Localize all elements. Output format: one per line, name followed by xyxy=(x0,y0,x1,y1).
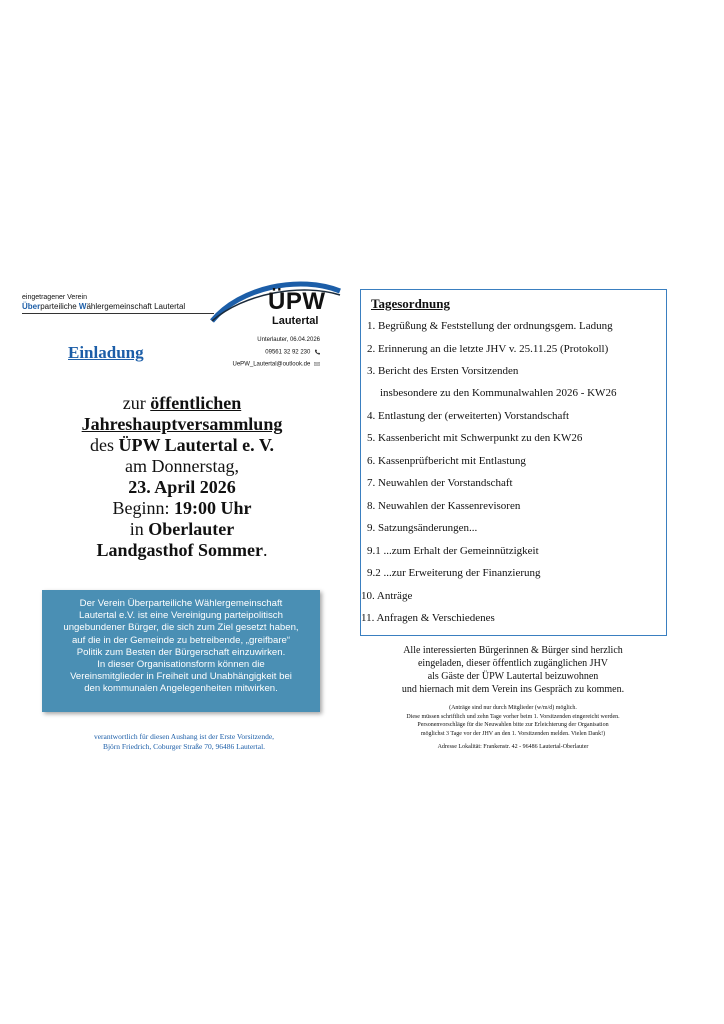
note-line: Personenvorschläge für die Neuwahlen bitte zur Erleichterung der Organisation xyxy=(417,722,609,728)
agenda-item: 6. Kassenprüfbericht mit Entlastung xyxy=(367,455,526,467)
agenda-item: 9.1 ...zum Erhalt der Gemeinnützigkeit xyxy=(367,545,539,557)
responsible-note xyxy=(40,732,328,752)
invitation-line-2: Jahreshauptversammlung xyxy=(81,414,283,434)
assoc-part: ählergemeinschaft Lautertal xyxy=(86,302,186,311)
text-segment: . xyxy=(263,540,268,560)
invitation-line-7 xyxy=(44,519,320,540)
agenda-item: 11. Anfragen & Verschiedenes xyxy=(361,612,495,624)
agenda-item: 9. Satzungsänderungen... xyxy=(367,522,478,534)
about-line: den kommunalen Angelegenheiten mitwirken. xyxy=(84,683,278,695)
invite-line: und hiernach mit dem Verein ins Gespräch zu kommen. xyxy=(401,684,625,695)
text-segment: Beginn: xyxy=(112,498,174,518)
invite-text xyxy=(352,644,674,696)
venue-address: Adresse Lokalität: Frankenstr. 42 - 96486 Lautertal-Oberlauter xyxy=(437,744,589,750)
agenda-item: 8. Neuwahlen der Kassenrevisoren xyxy=(367,500,521,512)
text-segment-emphasis: ÜPW Lautertal e. V. xyxy=(118,435,274,455)
responsible-line: Björn Friedrich, Coburger Straße 70, 96486 Lautertal. xyxy=(102,742,266,751)
invitation-body xyxy=(44,393,320,561)
about-line: Der Verein Überparteiliche Wählergemeinschaft xyxy=(79,598,283,609)
text-segment-emphasis: Oberlauter xyxy=(148,519,235,539)
invitation-line-3 xyxy=(44,435,320,456)
invitation-line-4: am Donnerstag, xyxy=(125,456,239,476)
invitation-line-1 xyxy=(44,393,320,414)
agenda-item: 3. Bericht des Ersten Vorsitzenden xyxy=(367,365,519,377)
agenda-item: insbesondere zu den Kommunalwahlen 2026 - KW26 xyxy=(380,387,617,399)
motions-note xyxy=(352,704,674,738)
about-line: In dieser Organisationsform können die xyxy=(97,659,265,671)
phone-number: 09561 32 92 230 xyxy=(265,349,311,356)
phone-icon xyxy=(314,349,320,355)
about-box xyxy=(42,590,320,712)
agenda-title: Tagesordnung xyxy=(371,296,450,311)
logo-subtitle: Lautertal xyxy=(272,315,319,327)
divider xyxy=(22,313,214,314)
about-line: ungebundener Bürger, die sich zum Ziel gesetzt haben, xyxy=(63,622,299,634)
invite-line: Alle interessierten Bürgerinnen & Bürger sind herzlich xyxy=(403,645,623,656)
agenda-item: 10. Anträge xyxy=(361,590,413,602)
agenda-item: 1. Begrüßung & Feststellung der ordnungsgem. Ladung xyxy=(367,320,613,332)
about-line: auf die in der Gemeinde zu betreibende, „greifbare“ xyxy=(71,634,291,646)
assoc-part: W xyxy=(78,302,87,311)
invitation-line-6 xyxy=(44,498,320,519)
text-segment: des xyxy=(90,435,119,455)
registered-label: eingetragener Verein xyxy=(22,294,87,301)
invite-line: eingeladen, dieser öffentlich zugänglichen JHV xyxy=(417,658,609,669)
agenda-item: 2. Erinnerung an die letzte JHV v. 25.11.25 (Protokoll) xyxy=(367,343,609,355)
email-address: UePW_Lautertal@outlook.de xyxy=(232,361,311,368)
logo-title: ÜPW xyxy=(268,288,326,315)
note-line: Diese müssen schriftlich und zehn Tage vorher beim 1. Vorsitzenden eingereicht werden. xyxy=(406,713,620,720)
assoc-part: Über xyxy=(22,302,41,311)
agenda-item: 4. Entlastung der (erweiterten) Vorstandschaft xyxy=(367,410,570,422)
assoc-part: parteiliche xyxy=(40,302,79,311)
text-segment-emphasis: öffentlichen xyxy=(150,393,242,413)
invitation-line-8 xyxy=(44,540,320,561)
invitation-line-5: 23. April 2026 xyxy=(128,477,236,497)
about-line: Politik zum Besten der Bürgerschaft einzuwirken. xyxy=(76,646,286,658)
text-segment: zur xyxy=(122,393,151,413)
agenda-item: 7. Neuwahlen der Vorstandschaft xyxy=(367,477,513,489)
note-line: möglichst 3 Tage vor der JHV an den 1. Vorsitzenden melden. Vielen Dank!) xyxy=(420,730,606,737)
association-name xyxy=(22,302,185,311)
text-segment-emphasis: 19:00 Uhr xyxy=(174,498,252,518)
note-line: (Anträge sind nur durch Mitglieder (w/m/d) möglich. xyxy=(449,705,577,711)
about-line: Vereinsmitglieder in Freiheit und Unabhängigkeit bei xyxy=(70,671,292,683)
text-segment-emphasis: Landgasthof Sommer xyxy=(96,540,263,560)
about-line: Lautertal e.V. ist eine Vereinigung parteipolitisch xyxy=(79,610,283,622)
invitation-heading: Einladung xyxy=(68,343,144,362)
phone-line xyxy=(265,349,320,356)
text-segment: in xyxy=(129,519,149,539)
invite-line: als Gäste der ÜPW Lautertal beizuwohnen xyxy=(427,671,599,682)
place-date: Unterlauter, 06.04.2026 xyxy=(257,337,320,343)
email-line xyxy=(233,361,320,368)
agenda-item: 9.2 ...zur Erweiterung der Finanzierung xyxy=(367,567,541,579)
responsible-line: verantwortlich für diesen Aushang ist der Erste Vorsitzende, xyxy=(93,732,275,741)
mail-icon xyxy=(314,361,320,367)
agenda-item: 5. Kassenbericht mit Schwerpunkt zu den KW26 xyxy=(367,432,583,444)
